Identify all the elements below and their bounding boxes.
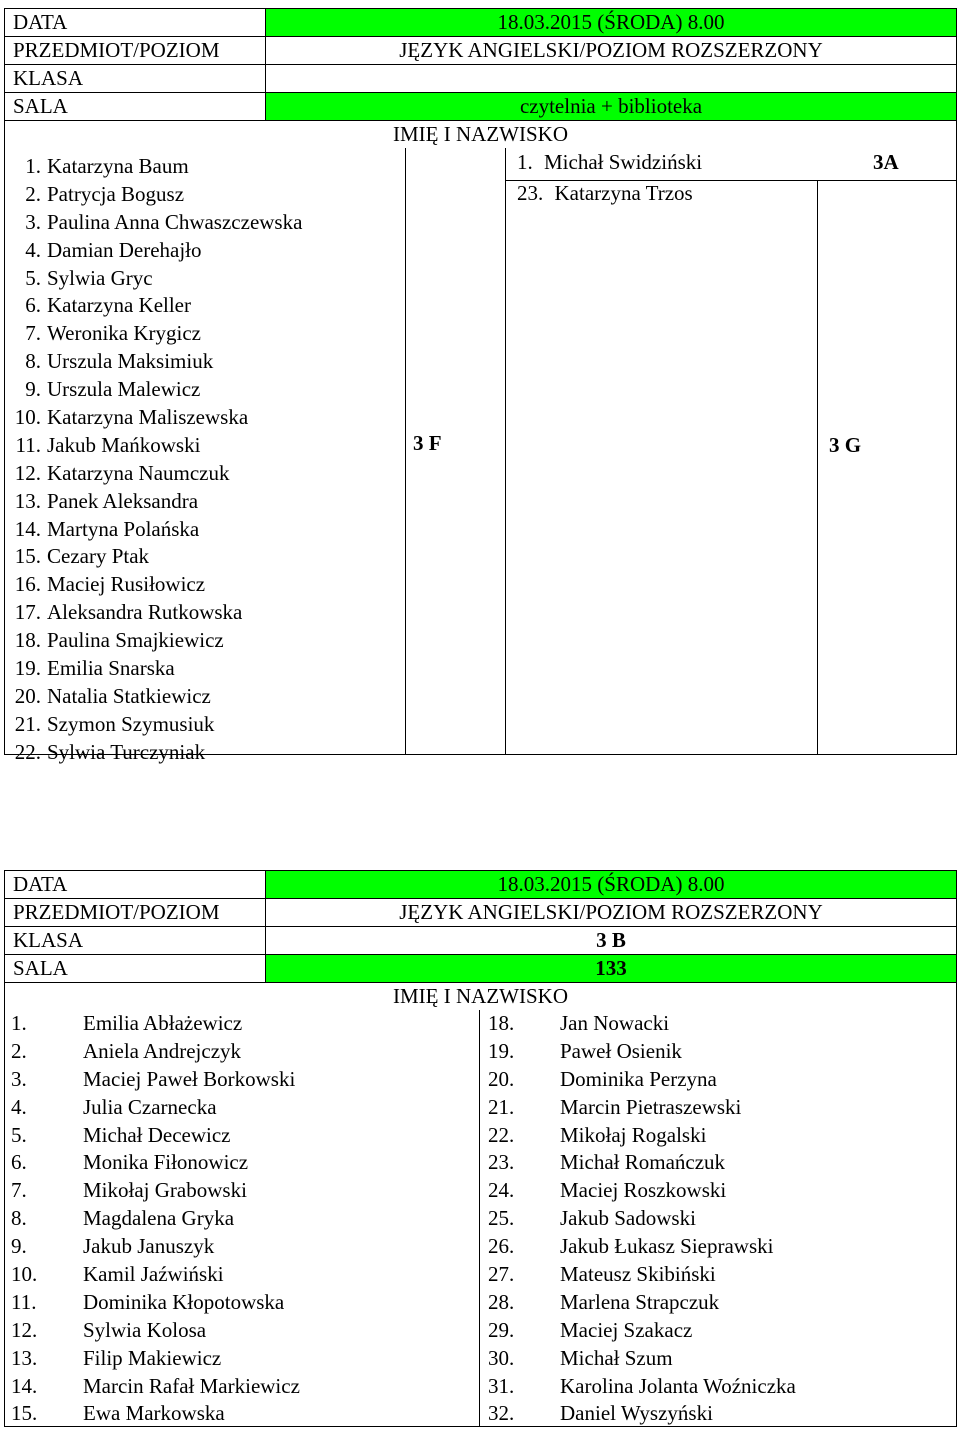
student-list-area xyxy=(4,148,957,764)
list-number: 30. xyxy=(488,1345,515,1370)
student-name: Michał Szum xyxy=(560,1345,673,1370)
list-number: 25. xyxy=(488,1206,515,1231)
student-name: Marcin Rafał Markiewicz xyxy=(83,1373,300,1398)
student-name: Aleksandra Rutkowska xyxy=(47,600,243,625)
column-divider xyxy=(505,148,506,754)
list-number: 24. xyxy=(488,1178,515,1203)
date-label: DATA xyxy=(5,871,266,899)
list-item xyxy=(488,1345,796,1373)
list-item xyxy=(488,1177,796,1205)
student-name: Katarzyna Trzos xyxy=(554,181,693,205)
list-item xyxy=(517,150,702,175)
exam-sheet-1 xyxy=(4,8,957,764)
list-number: 32. xyxy=(488,1401,515,1426)
list-number: 8. xyxy=(11,1206,27,1231)
list-item xyxy=(11,432,302,460)
list-number: 15. xyxy=(14,544,41,569)
list-item xyxy=(11,404,302,432)
list-item xyxy=(11,1233,300,1261)
list-item xyxy=(11,209,302,237)
student-list-area xyxy=(4,1010,957,1427)
list-number: 22. xyxy=(488,1122,515,1147)
exam-sheet-2 xyxy=(4,870,957,1427)
list-number: 14. xyxy=(11,1373,38,1398)
student-list-3f xyxy=(11,153,302,767)
student-name: Maciej Rusiłowicz xyxy=(47,572,206,597)
student-name: Damian Derehajło xyxy=(47,237,202,262)
list-number: 10. xyxy=(14,405,41,430)
subject-label: PRZEDMIOT/POZIOM xyxy=(5,37,266,65)
student-name: Mikołaj Rogalski xyxy=(560,1122,707,1147)
list-number: 29. xyxy=(488,1317,515,1342)
class-row xyxy=(5,65,957,93)
student-name: Martyna Polańska xyxy=(47,516,200,541)
list-number: 26. xyxy=(488,1234,515,1259)
list-item xyxy=(11,627,302,655)
list-number: 4. xyxy=(25,237,41,262)
list-number: 1. xyxy=(11,1011,27,1035)
list-item xyxy=(11,181,302,209)
list-item xyxy=(488,1233,796,1261)
names-header: IMIĘ I NAZWISKO xyxy=(5,983,957,1011)
student-name: Panek Aleksandra xyxy=(47,488,199,513)
list-item xyxy=(11,1038,300,1066)
student-name: Katarzyna Maliszewska xyxy=(47,405,249,430)
student-name: Weronika Krygicz xyxy=(47,321,201,346)
list-number: 15. xyxy=(11,1401,38,1426)
list-item xyxy=(11,237,302,265)
student-name: Jakub Januszyk xyxy=(83,1234,215,1259)
date-value: 18.03.2015 (ŚRODA) 8.00 xyxy=(266,871,957,899)
list-item xyxy=(11,348,302,376)
student-name: Sylwia Turczyniak xyxy=(47,739,206,764)
list-number: 16. xyxy=(14,572,41,597)
student-name: Paulina Smajkiewicz xyxy=(47,628,224,653)
subject-label: PRZEDMIOT/POZIOM xyxy=(5,899,266,927)
list-number: 21. xyxy=(488,1094,515,1119)
exam-info-table xyxy=(4,870,957,1010)
list-item xyxy=(488,1149,796,1177)
list-number: 12. xyxy=(11,1317,38,1342)
column-divider xyxy=(817,180,818,754)
subject-row xyxy=(5,899,957,927)
list-item xyxy=(11,1317,300,1345)
student-name: Marlena Strapczuk xyxy=(560,1289,720,1314)
list-item xyxy=(11,1122,300,1150)
student-name: Urszula Malewicz xyxy=(47,377,201,402)
subject-value: JĘZYK ANGIELSKI/POZIOM ROZSZERZONY xyxy=(266,37,957,65)
names-header-row xyxy=(5,121,957,149)
list-item xyxy=(488,1289,796,1317)
class-value: 3 B xyxy=(266,927,957,955)
list-item xyxy=(11,1149,300,1177)
list-item xyxy=(11,1400,300,1428)
student-name: Jan Nowacki xyxy=(560,1011,670,1035)
list-item xyxy=(11,711,302,739)
list-item xyxy=(11,516,302,544)
student-name: Michał Decewicz xyxy=(83,1122,231,1147)
student-list-left xyxy=(11,1010,300,1428)
room-label: SALA xyxy=(5,955,266,983)
student-name: Michał Swidziński xyxy=(544,150,703,174)
list-number: 23. xyxy=(517,181,544,205)
list-item xyxy=(11,1345,300,1373)
student-name: Maciej Paweł Borkowski xyxy=(83,1066,296,1091)
exam-info-table xyxy=(4,8,957,148)
list-number: 10. xyxy=(11,1262,38,1287)
class-value xyxy=(266,65,957,93)
student-name: Ewa Markowska xyxy=(83,1401,225,1426)
list-number: 1. xyxy=(517,150,533,174)
student-name: Maciej Szakacz xyxy=(560,1317,693,1342)
list-number: 8. xyxy=(25,349,41,374)
names-header-row xyxy=(5,983,957,1011)
list-item xyxy=(11,1373,300,1401)
student-name: Katarzyna Baum xyxy=(47,154,189,178)
list-number: 5. xyxy=(11,1122,27,1147)
list-number: 19. xyxy=(488,1038,515,1063)
list-number: 18. xyxy=(488,1011,515,1035)
date-row xyxy=(5,871,957,899)
group-label-3g: 3 G xyxy=(829,433,862,457)
student-name: Paweł Osienik xyxy=(560,1038,682,1063)
student-name: Jakub Sadowski xyxy=(560,1206,696,1231)
names-header: IMIĘ I NAZWISKO xyxy=(5,121,957,149)
list-item xyxy=(517,181,693,206)
list-item xyxy=(11,1205,300,1233)
list-number: 4. xyxy=(11,1094,27,1119)
group-label-3a: 3A xyxy=(873,150,899,174)
list-item xyxy=(11,292,302,320)
list-item xyxy=(11,460,302,488)
student-name: Emilia Snarska xyxy=(47,656,175,681)
student-name: Kamil Jaźwiński xyxy=(83,1262,224,1287)
student-name: Michał Romańczuk xyxy=(560,1150,726,1175)
list-number: 1. xyxy=(25,154,41,178)
list-number: 6. xyxy=(11,1150,27,1175)
student-name: Aniela Andrejczyk xyxy=(83,1038,242,1063)
list-number: 11. xyxy=(11,1289,37,1314)
list-item xyxy=(11,265,302,293)
list-item xyxy=(11,739,302,767)
student-name: Szymon Szymusiuk xyxy=(47,711,215,736)
list-number: 18. xyxy=(14,628,41,653)
list-item xyxy=(488,1261,796,1289)
student-list-right xyxy=(488,1010,796,1428)
student-name: Patrycja Bogusz xyxy=(47,181,185,206)
list-number: 20. xyxy=(14,683,41,708)
room-row xyxy=(5,93,957,121)
list-item xyxy=(488,1400,796,1428)
list-item xyxy=(488,1038,796,1066)
list-item xyxy=(488,1122,796,1150)
student-name: Emilia Abłażewicz xyxy=(83,1011,243,1035)
list-number: 23. xyxy=(488,1150,515,1175)
student-name: Mikołaj Grabowski xyxy=(83,1178,247,1203)
list-item xyxy=(11,599,302,627)
student-name: Maciej Roszkowski xyxy=(560,1178,727,1203)
class-label: KLASA xyxy=(5,65,266,93)
list-number: 9. xyxy=(25,377,41,402)
student-name: Sylwia Kolosa xyxy=(83,1317,207,1342)
student-name: Magdalena Gryka xyxy=(83,1206,235,1231)
student-name: Paulina Anna Chwaszczewska xyxy=(47,209,303,234)
list-item xyxy=(11,376,302,404)
class-row xyxy=(5,927,957,955)
list-item xyxy=(11,1066,300,1094)
student-name: Jakub Łukasz Sieprawski xyxy=(560,1234,774,1259)
list-item xyxy=(488,1373,796,1401)
list-number: 19. xyxy=(14,656,41,681)
student-name: Urszula Maksimiuk xyxy=(47,349,214,374)
list-number: 13. xyxy=(14,488,41,513)
list-item xyxy=(11,683,302,711)
student-name: Mateusz Skibiński xyxy=(560,1262,716,1287)
list-item xyxy=(11,1094,300,1122)
group-label-3f: 3 F xyxy=(413,431,442,455)
list-number: 13. xyxy=(11,1345,38,1370)
list-item xyxy=(11,1289,300,1317)
list-number: 12. xyxy=(14,460,41,485)
student-name: Marcin Pietraszewski xyxy=(560,1094,742,1119)
list-item xyxy=(488,1066,796,1094)
list-item xyxy=(11,1261,300,1289)
list-number: 21. xyxy=(14,711,41,736)
student-name: Sylwia Gryc xyxy=(47,265,153,290)
list-item xyxy=(11,320,302,348)
list-item xyxy=(488,1205,796,1233)
student-name: Filip Makiewicz xyxy=(83,1345,222,1370)
list-item xyxy=(11,153,302,181)
student-name: Daniel Wyszyński xyxy=(560,1401,713,1426)
student-name: Karolina Jolanta Woźniczka xyxy=(560,1373,796,1398)
class-label: KLASA xyxy=(5,927,266,955)
list-item xyxy=(11,543,302,571)
student-name: Dominika Kłopotowska xyxy=(83,1289,285,1314)
list-item xyxy=(488,1094,796,1122)
list-item xyxy=(488,1317,796,1345)
student-name: Natalia Statkiewicz xyxy=(47,683,211,708)
list-number: 11. xyxy=(15,432,41,457)
student-name: Katarzyna Keller xyxy=(47,293,191,318)
column-divider xyxy=(479,1010,480,1426)
list-number: 31. xyxy=(488,1373,515,1398)
list-number: 28. xyxy=(488,1289,515,1314)
list-item xyxy=(488,1010,796,1038)
list-number: 5. xyxy=(25,265,41,290)
list-number: 9. xyxy=(11,1234,27,1259)
list-number: 7. xyxy=(25,321,41,346)
room-value: czytelnia + biblioteka xyxy=(266,93,957,121)
list-number: 7. xyxy=(11,1178,27,1203)
room-label: SALA xyxy=(5,93,266,121)
room-row xyxy=(5,955,957,983)
list-item xyxy=(11,655,302,683)
list-number: 3. xyxy=(25,209,41,234)
list-item xyxy=(11,571,302,599)
subject-value: JĘZYK ANGIELSKI/POZIOM ROZSZERZONY xyxy=(266,899,957,927)
column-divider xyxy=(405,148,406,754)
list-item xyxy=(11,1177,300,1205)
list-number: 14. xyxy=(14,516,41,541)
date-row xyxy=(5,9,957,37)
student-name: Jakub Mańkowski xyxy=(47,432,201,457)
list-number: 2. xyxy=(25,181,41,206)
list-number: 22. xyxy=(14,739,41,764)
student-name: Cezary Ptak xyxy=(47,544,150,569)
subject-row xyxy=(5,37,957,65)
student-name: Monika Fiłonowicz xyxy=(83,1150,249,1175)
list-item xyxy=(11,1010,300,1038)
list-number: 3. xyxy=(11,1066,27,1091)
room-value: 133 xyxy=(266,955,957,983)
list-number: 2. xyxy=(11,1038,27,1063)
list-item xyxy=(11,488,302,516)
student-name: Dominika Perzyna xyxy=(560,1066,717,1091)
student-name: Katarzyna Naumczuk xyxy=(47,460,230,485)
date-value: 18.03.2015 (ŚRODA) 8.00 xyxy=(266,9,957,37)
student-name: Julia Czarnecka xyxy=(83,1094,217,1119)
list-number: 6. xyxy=(25,293,41,318)
list-number: 20. xyxy=(488,1066,515,1091)
list-number: 27. xyxy=(488,1262,515,1287)
list-number: 17. xyxy=(14,600,41,625)
date-label: DATA xyxy=(5,9,266,37)
